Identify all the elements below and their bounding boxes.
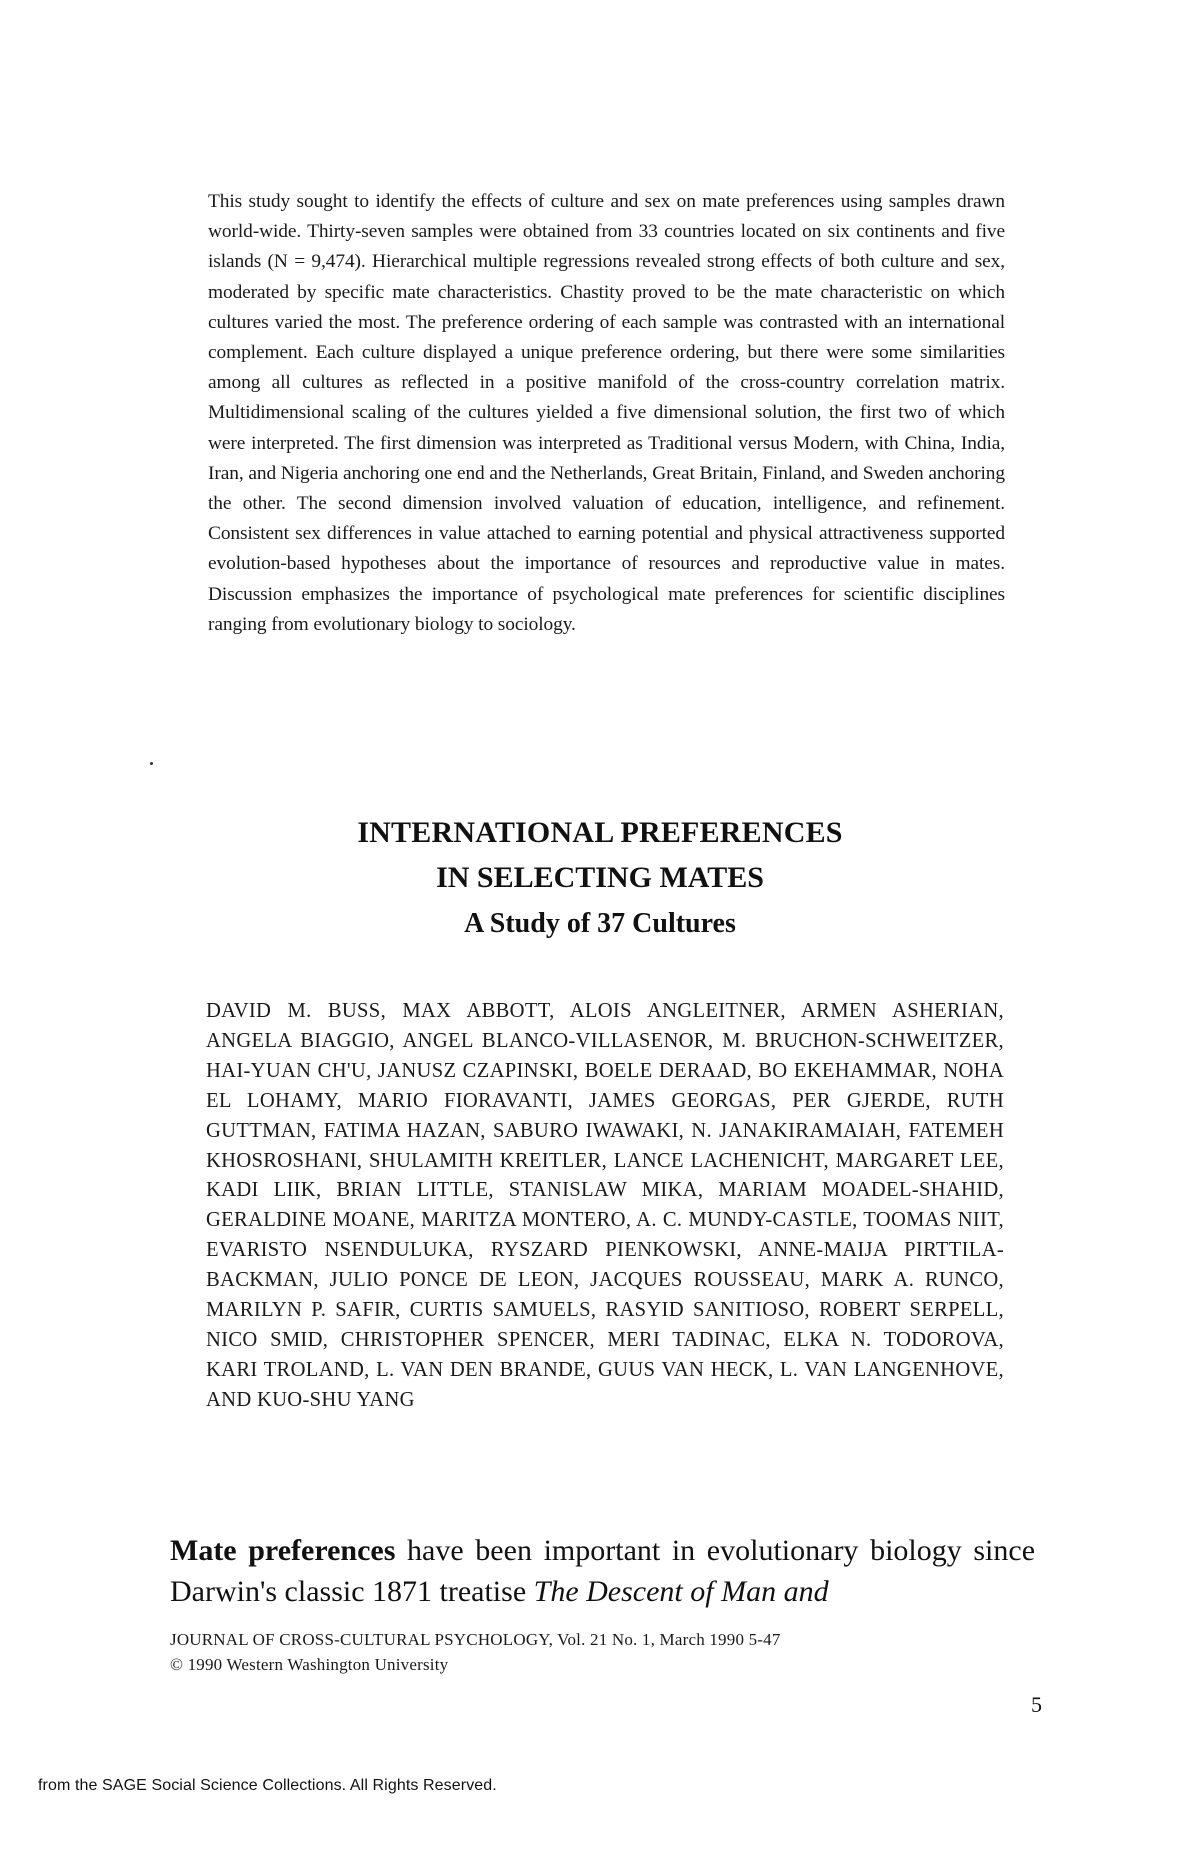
article-title xyxy=(0,810,1200,948)
lead-text: have been important in evolutionary biology since Darwin's classic 1871 treatise xyxy=(170,1534,1036,1608)
opening-paragraph xyxy=(170,1530,1035,1612)
subtitle: A Study of 37 Cultures xyxy=(464,908,736,939)
author-list: DAVID M. BUSS, MAX ABBOTT, ALOIS ANGLEITNER, ARMEN ASHERIAN, ANGELA BIAGGIO, ANGEL BLANCO-VILLASENOR, M. BRUCHON-SCHWEITZER, HAI-YUAN CH'U, JANUSZ CZAPINSKI, BOELE DERAAD, BO EKEHAMMAR, NOHA EL LOHAMY, MARIO FIORAVANTI, JAMES GEORGAS, PER GJERDE, RUTH GUTTMAN, FATIMA HAZAN, SABURO IWAWAKI, N. JANAKIRAMAIAH, FATEMEH KHOSROSHANI, SHULAMITH KREITLER, LANCE LACHENICHT, MARGARET LEE, KADI LIIK, BRIAN LITTLE, STANISLAW MIKA, MARIAM MOADEL-SHAHID, GERALDINE MOANE, MARITZA MONTERO, A. C. MUNDY-CASTLE, TOOMAS NIIT, EVARISTO NSENDULUKA, RYSZARD PIENKOWSKI, ANNE-MAIJA PIRTTILA-BACKMAN, JULIO PONCE DE LEON, JACQUES ROUSSEAU, MARK A. RUNCO, MARILYN P. SAFIR, CURTIS SAMUELS, RASYID SANITIOSO, ROBERT SERPELL, NICO SMID, CHRISTOPHER SPENCER, MERI TADINAC, ELKA N. TODOROVA, KARI TROLAND, L. VAN DEN BRANDE, GUUS VAN HECK, L. VAN LANGENHOVE, AND KUO-SHU YANG xyxy=(206,1000,1004,1411)
copyright-line: © 1990 Western Washington University xyxy=(170,1655,449,1674)
journal-citation xyxy=(170,1627,781,1677)
abstract-paragraph: This study sought to identify the effects of culture and sex on mate preferences using samples drawn world-wide. Thirty-seven samples were obtained from 33 countries located on six continents and five islands (N = 9,474). Hierarchical multiple regressions revealed strong effects of both culture and sex, moderated by specific mate characteristics. Chastity proved to be the mate characteristic on which cultures varied the most. The preference ordering of each sample was contrasted with an international complement. Each culture displayed a unique preference ordering, but there were some similarities among all cultures as reflected in a positive manifold of the cross-country correlation matrix. Multidimensional scaling of the cultures yielded a five dimensional solution, the first two of which were interpreted. The first dimension was interpreted as Traditional versus Modern, with China, India, Iran, and Nigeria anchoring one end and the Netherlands, Great Britain, Finland, and Sweden anchoring the other. The second dimension involved valuation of education, intelligence, and refinement. Consistent sex differences in value attached to earning potential and physical attractiveness supported evolution-based hypotheses about the importance of resources and reproductive value in mates. Discussion emphasizes the importance of psychological mate preferences for scientific disciplines ranging from evolutionary biology to sociology. xyxy=(208,191,1005,635)
page-number: 5 xyxy=(1031,1692,1042,1717)
title-line-2: IN SELECTING MATES xyxy=(436,861,764,894)
stray-dot xyxy=(150,762,153,765)
collection-footer: from the SAGE Social Science Collections. All Rights Reserved. xyxy=(38,1777,497,1794)
journal-line: JOURNAL OF CROSS-CULTURAL PSYCHOLOGY, Vol. 21 No. 1, March 1990 5-47 xyxy=(170,1630,781,1649)
lead-bold-phrase: Mate preferences xyxy=(170,1534,396,1567)
title-line-1: INTERNATIONAL PREFERENCES xyxy=(357,816,843,849)
lead-italic-title: The Descent of Man and xyxy=(533,1575,829,1608)
